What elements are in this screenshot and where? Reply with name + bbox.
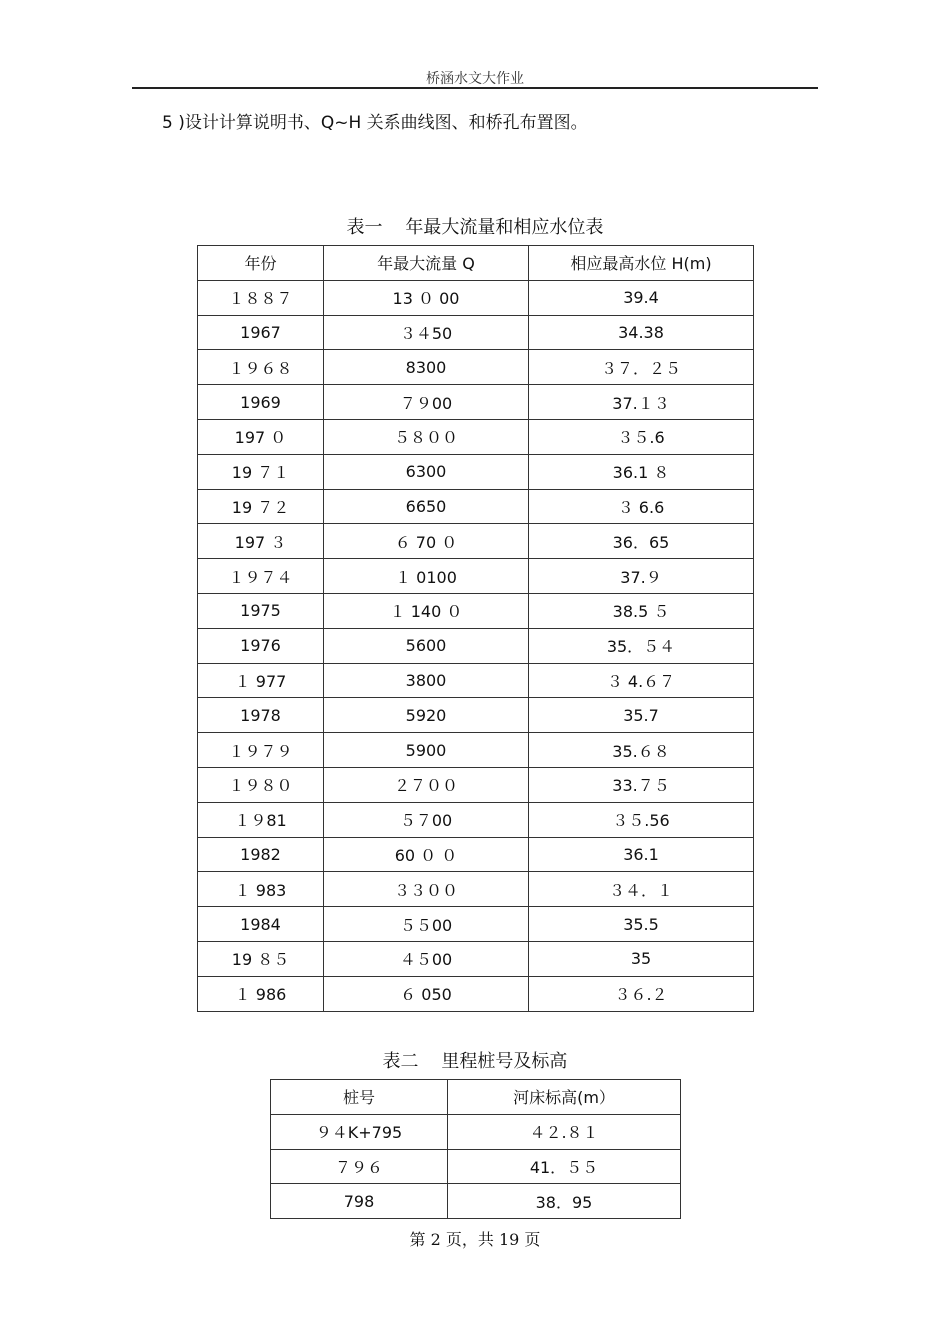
table-row bbox=[198, 941, 754, 976]
flow-cell: ３３００ bbox=[324, 872, 529, 907]
year-cell: １ 983 bbox=[198, 872, 324, 907]
flow-cell: ６ 050 bbox=[324, 976, 529, 1011]
water-level-cell: 35.5 bbox=[529, 907, 754, 942]
table-row bbox=[198, 524, 754, 559]
year-cell: 1967 bbox=[198, 315, 324, 350]
water-level-cell: ３ 4.６７ bbox=[529, 663, 754, 698]
table-row bbox=[198, 976, 754, 1011]
year-cell: 1975 bbox=[198, 593, 324, 628]
chainage-cell: ７９６ bbox=[271, 1149, 448, 1184]
water-level-cell: 39.4 bbox=[529, 280, 754, 315]
year-cell: 1969 bbox=[198, 385, 324, 420]
chainage-cell: ９４K+795 bbox=[271, 1114, 448, 1149]
water-level-cell: 35．５４ bbox=[529, 628, 754, 663]
page-footer: 第 2 页，共 19 页 bbox=[409, 1230, 541, 1249]
annual-flow-table bbox=[197, 245, 754, 1012]
flow-cell: ５７00 bbox=[324, 802, 529, 837]
flow-cell: 3800 bbox=[324, 663, 529, 698]
water-level-cell: 38.5 ５ bbox=[529, 593, 754, 628]
water-level-cell: 35.7 bbox=[529, 698, 754, 733]
flow-cell: 5920 bbox=[324, 698, 529, 733]
table-header-row bbox=[198, 246, 754, 281]
column-header-level: 相应最高水位 H(m) bbox=[529, 246, 754, 281]
chainage-cell: 798 bbox=[271, 1184, 448, 1219]
year-cell: １９８０ bbox=[198, 767, 324, 802]
flow-cell: １ 0100 bbox=[324, 559, 529, 594]
table-row bbox=[198, 315, 754, 350]
column-header-flow: 年最大流量 Q bbox=[324, 246, 529, 281]
year-cell: 1978 bbox=[198, 698, 324, 733]
flow-cell: ４５00 bbox=[324, 941, 529, 976]
year-cell: 19 ７１ bbox=[198, 454, 324, 489]
column-header-chainage: 桩号 bbox=[271, 1080, 448, 1115]
year-cell: 1982 bbox=[198, 837, 324, 872]
water-level-cell: ３５.56 bbox=[529, 802, 754, 837]
water-level-cell: 35.６８ bbox=[529, 733, 754, 768]
table-row bbox=[271, 1114, 681, 1149]
year-cell: １９81 bbox=[198, 802, 324, 837]
year-cell: １９７９ bbox=[198, 733, 324, 768]
year-cell: １ 977 bbox=[198, 663, 324, 698]
table-row bbox=[198, 802, 754, 837]
flow-cell: 5900 bbox=[324, 733, 529, 768]
header-divider bbox=[132, 87, 818, 89]
year-cell: １８８７ bbox=[198, 280, 324, 315]
flow-cell: 6300 bbox=[324, 454, 529, 489]
column-header-elevation: 河床标高(m） bbox=[448, 1080, 681, 1115]
chainage-elevation-table bbox=[270, 1079, 681, 1219]
table-row bbox=[198, 419, 754, 454]
page-header-title: 桥涵水文大作业 bbox=[426, 71, 524, 87]
table-row bbox=[271, 1184, 681, 1219]
table-row bbox=[198, 593, 754, 628]
table-row bbox=[198, 280, 754, 315]
water-level-cell: ３７．２５ bbox=[529, 350, 754, 385]
water-level-cell: ３６.２ bbox=[529, 976, 754, 1011]
table-row bbox=[271, 1149, 681, 1184]
table-row bbox=[198, 733, 754, 768]
table-row bbox=[198, 698, 754, 733]
flow-cell: ５８００ bbox=[324, 419, 529, 454]
year-cell: １ 986 bbox=[198, 976, 324, 1011]
table-row bbox=[198, 559, 754, 594]
flow-cell: ５５00 bbox=[324, 907, 529, 942]
year-cell: １９６８ bbox=[198, 350, 324, 385]
flow-cell: ３４50 bbox=[324, 315, 529, 350]
column-header-year: 年份 bbox=[198, 246, 324, 281]
water-level-cell: 34.38 bbox=[529, 315, 754, 350]
table-row bbox=[198, 907, 754, 942]
flow-cell: 60 ０ ０ bbox=[324, 837, 529, 872]
flow-cell: 8300 bbox=[324, 350, 529, 385]
water-level-cell: 36．65 bbox=[529, 524, 754, 559]
water-level-cell: 35 bbox=[529, 941, 754, 976]
flow-cell: １ 140 ０ bbox=[324, 593, 529, 628]
water-level-cell: 37.９ bbox=[529, 559, 754, 594]
water-level-cell: 33.７５ bbox=[529, 767, 754, 802]
flow-cell: ７９00 bbox=[324, 385, 529, 420]
year-cell: 19 ８５ bbox=[198, 941, 324, 976]
elevation-cell: ４２.８１ bbox=[448, 1114, 681, 1149]
water-level-cell: 36.1 bbox=[529, 837, 754, 872]
flow-cell: 13 ０ 00 bbox=[324, 280, 529, 315]
intro-line: 5 )设计计算说明书、Q~H 关系曲线图、和桥孔布置图。 bbox=[162, 113, 588, 133]
elevation-cell: 38．95 bbox=[448, 1184, 681, 1219]
table-row bbox=[198, 454, 754, 489]
table-header-row bbox=[271, 1080, 681, 1115]
flow-cell: 6650 bbox=[324, 489, 529, 524]
water-level-cell: ３５.6 bbox=[529, 419, 754, 454]
elevation-cell: 41．５５ bbox=[448, 1149, 681, 1184]
table-row bbox=[198, 489, 754, 524]
year-cell: 19 ７２ bbox=[198, 489, 324, 524]
table-row bbox=[198, 350, 754, 385]
flow-cell: 5600 bbox=[324, 628, 529, 663]
flow-cell: ２７００ bbox=[324, 767, 529, 802]
water-level-cell: ３ 6.6 bbox=[529, 489, 754, 524]
year-cell: １９７４ bbox=[198, 559, 324, 594]
year-cell: 197 ３ bbox=[198, 524, 324, 559]
table-row bbox=[198, 872, 754, 907]
year-cell: 197 ０ bbox=[198, 419, 324, 454]
table-row bbox=[198, 663, 754, 698]
table-row bbox=[198, 385, 754, 420]
table2-caption: 表二 里程桩号及标高 bbox=[382, 1051, 568, 1072]
water-level-cell: 36.1 ８ bbox=[529, 454, 754, 489]
water-level-cell: 37.１３ bbox=[529, 385, 754, 420]
flow-cell: ６ 70 ０ bbox=[324, 524, 529, 559]
table-row bbox=[198, 837, 754, 872]
year-cell: 1976 bbox=[198, 628, 324, 663]
water-level-cell: ３４．１ bbox=[529, 872, 754, 907]
table-row bbox=[198, 767, 754, 802]
year-cell: 1984 bbox=[198, 907, 324, 942]
table1-caption: 表一 年最大流量和相应水位表 bbox=[346, 217, 604, 238]
table-row bbox=[198, 628, 754, 663]
